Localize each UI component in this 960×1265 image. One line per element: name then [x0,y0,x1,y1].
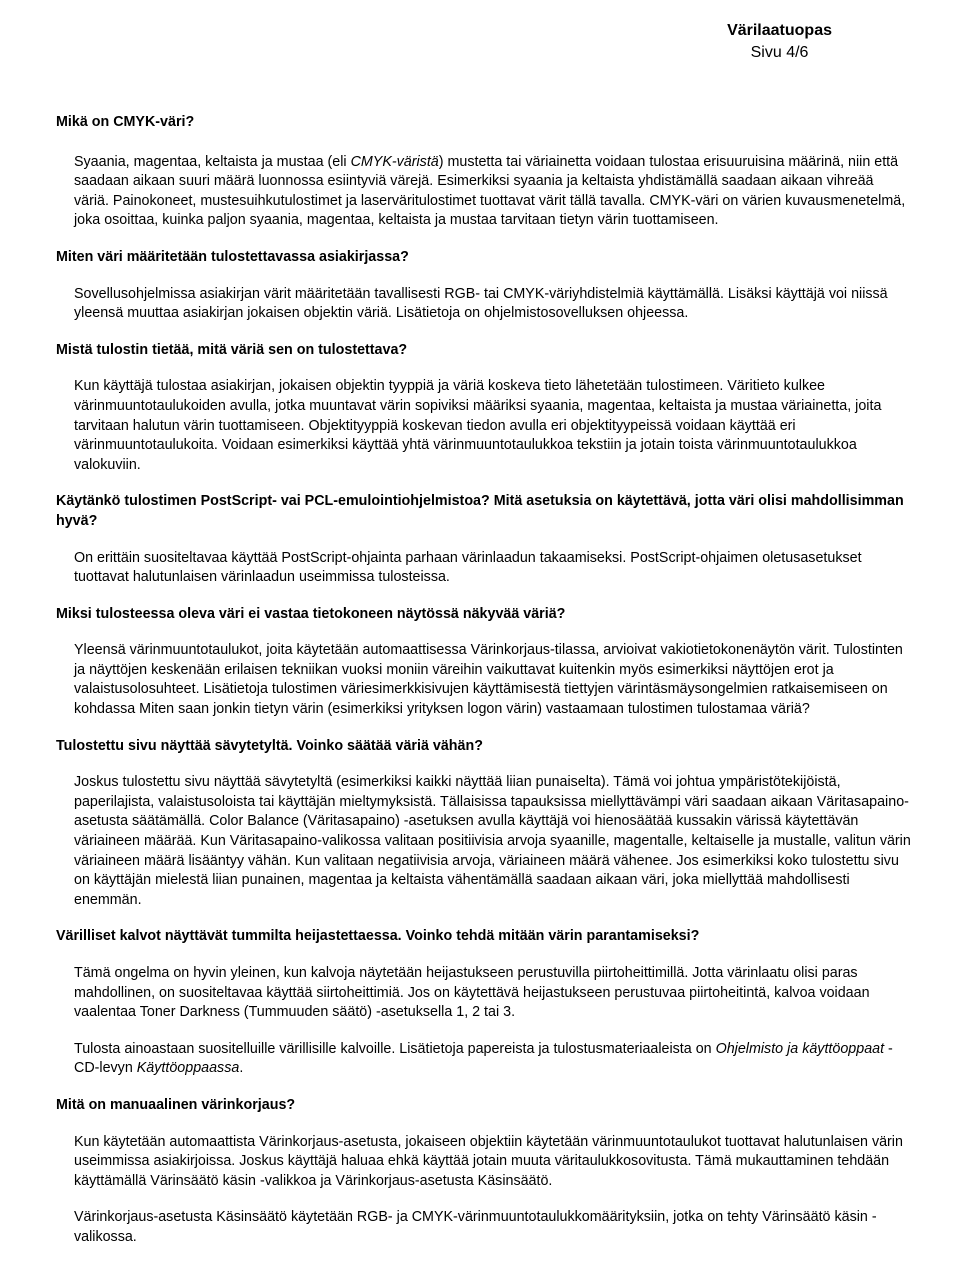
body-paragraph [74,964,912,1023]
italic-text: Käyttöoppaassa [136,1060,240,1077]
body-paragraph [74,377,912,475]
section-heading: Värilliset kalvot näyttävät tummilta heijastettaessa. Voinko tehdä mitään värin parantamiseksi? [56,928,700,945]
body-paragraph [74,153,912,231]
section-heading: Mistä tulostin tietää, mitä väriä sen on tulostettava? [56,341,408,358]
page-number: Sivu 4/6 [750,44,809,61]
section-heading: Miksi tulosteessa oleva väri ei vastaa tietokoneen näytössä näkyvää väriä? [56,605,566,622]
body-paragraph [74,773,912,910]
text-run: . [239,1060,244,1077]
text-run: ) mustetta tai väriainetta voidaan tulostaa erisuuruisina määrinä, niin että saadaan aikaan suuri määrä luonnossa esiintyviä värejä. Esimerkiksi syaania ja keltaista yhdistämällä saadaan aikaan vihreää väriä. Painokoneet, mustesuihkutulostimet ja laserväritulostimet tuottavat värit tällä tavalla. CMYK-väri on värien kuvausmenetelmä, joka osoittaa, kuinka paljon syaania, magentaa, keltaista ja mustaa tarvitaan tietyn värin tuottamiseen. [74,153,906,229]
section-heading: Mitä on manuaalinen värinkorjaus? [56,1096,296,1113]
text-run: Joskus tulostettu sivu näyttää sävytetyltä (esimerkiksi kaikki näyttää liian punaiselta). Tämä voi johtua ympäristötekijöistä, paperilajista, valaistusoloista tai käyttäjän mieltymyksistä. Tällaisissa tapauksissa miellyttävämpi väri saadaan aikaan Väritasapaino-asetusta säätämällä. Color Balance (Väritasapaino) -asetuksen avulla käyttäjä voi hienosäätää kussakin värissä käytettävän väriaineen määrää. Kun Väritasapaino-valikossa valitaan positiivisia arvoja syaanille, magentalle, keltaiselle ja mustalle, valitun värin väriaineen määrä lisääntyy vähän. Kun valitaan negatiivisia arvoja, väriaineen määrä vähenee. Jos esimerkiksi koko tulostettu sivu on käyttäjän mielestä liian punainen, magentaa ja keltaista vähentämällä saadaan aikaan väri, joka miellyttää mahdollisesti enemmän. [74,774,911,908]
italic-text: CMYK-väristä [350,153,439,170]
body-paragraph [74,285,912,324]
text-run: Värinkorjaus-asetusta Käsinsäätö käytetään RGB- ja CMYK-värinmuuntotaulukkomäärityksiin, jotka on tehty Värinsäätö käsin -valikossa. [74,1209,877,1245]
document-body [56,113,912,1265]
text-run: Yleensä värinmuuntotaulukot, joita käytetään automaattisessa Värinkorjaus-tilassa, arvioivat vakiotietokonenäytön värit. Tulostinten ja näyttöjen keskenään erilaisen tekniikan vuoksi moniin väreihin vaikuttavat kuitenkin myös esimerkiksi näyttöjen erot ja valaistusolosuhteet. Lisätietoja tulostimen väriesimerkkisivujen käyttämisestä tiettyjen värintäsmäysongelmien ratkaisemiseen on kohdassa Miten saan jonkin tietyn värin (esimerkiksi yrityksen logon värin) vastaamaan tulostimen tulostamaa väriä? [74,642,903,718]
section-heading: Mikä on CMYK-väri? [56,114,195,130]
body-paragraph [74,1208,912,1247]
text-run: Kun käytetään automaattista Värinkorjaus-asetusta, jokaiseen objektiin käytetään värinmuuntotaulukot tuottavat halutunlaisen värin useimmissa asiakirjoissa. Joskus käyttäjä haluaa ehkä käyttää jotain muuta väritaulukkosovitusta. Tämä mukauttaminen tehdään käyttämällä Värinsäätö käsin -valikkoa ja Värinkorjaus-asetusta Käsinsäätö. [74,1133,903,1189]
text-run: Tulosta ainoastaan suositelluille värillisille kalvoille. Lisätietoja papereista ja tulostusmateriaaleista on [74,1040,716,1057]
body-paragraph [74,1133,912,1192]
body-paragraph [74,1040,912,1079]
text-run: Kun käyttäjä tulostaa asiakirjan, jokaisen objektin tyyppiä ja väriä koskeva tieto lähetetään tulostimeen. Väritieto kulkee värinmuuntotaulukoiden avulla, jotka muuntavat värin sopiviksi määriksi syaania, magentaa, keltaista ja mustaa väriainetta, joita tarvitaan halutun värin tuottamiseen. Objektityyppiä koskevan tiedon avulla eri objektityypeissä voidaan käyttää eri värinmuuntotaulukoita. Voidaan esimerkiksi käyttää yhtä värinmuuntotaulukkoa tekstiin ja jotain toista värinmuuntotaulukkoa valokuviin. [74,378,882,473]
text-run: -CD-levyn [74,1040,893,1077]
text-run: Tämä ongelma on hyvin yleinen, kun kalvoja näytetään heijastukseen perustuvilla piirtoheittimillä. Jotta värinlaatu olisi paras mahdollinen, on suositeltavaa käyttää siirtoheittimiä. Jos on käytettävä heijastukseen perustuvaa piirtoheitintä, kalvoa voidaan vaalentaa Toner Darkness (Tummuuden säätö) -asetuksella 1, 2 tai 3. [74,965,870,1021]
text-run: Syaania, magentaa, keltaista ja mustaa (eli [74,153,351,170]
text-run: On erittäin suositeltavaa käyttää PostScript-ohjainta parhaan värinlaadun takaamiseksi. PostScript-ohjaimen oletusasetukset tuottavat halutunlaisen värinlaadun useimmissa tulosteissa. [74,549,862,586]
body-paragraph [74,641,912,719]
section-heading: Käytänkö tulostimen PostScript- vai PCL-emulointiohjelmistoa? Mitä asetuksia on käytettävä, jotta väri olisi mahdollisimman hyvä? [56,493,904,529]
body-paragraph [74,549,912,588]
section-heading: Tulostettu sivu näyttää sävytetyltä. Voinko säätää väriä vähän? [56,737,483,754]
section-heading: Miten väri määritetään tulostettavassa asiakirjassa? [56,248,409,265]
document-title: Värilaatuopas [727,22,832,39]
page-header [727,20,832,64]
italic-text: Ohjelmisto ja käyttöoppaat [715,1040,885,1057]
text-run: Sovellusohjelmissa asiakirjan värit määritetään tavallisesti RGB- tai CMYK-väriyhdistelmiä käyttämällä. Lisäksi käyttäjä voi niissä yleensä muuttaa asiakirjan jokaisen objektin väriä. Lisätietoja on ohjelmistosovelluksen ohjeessa. [74,285,888,322]
